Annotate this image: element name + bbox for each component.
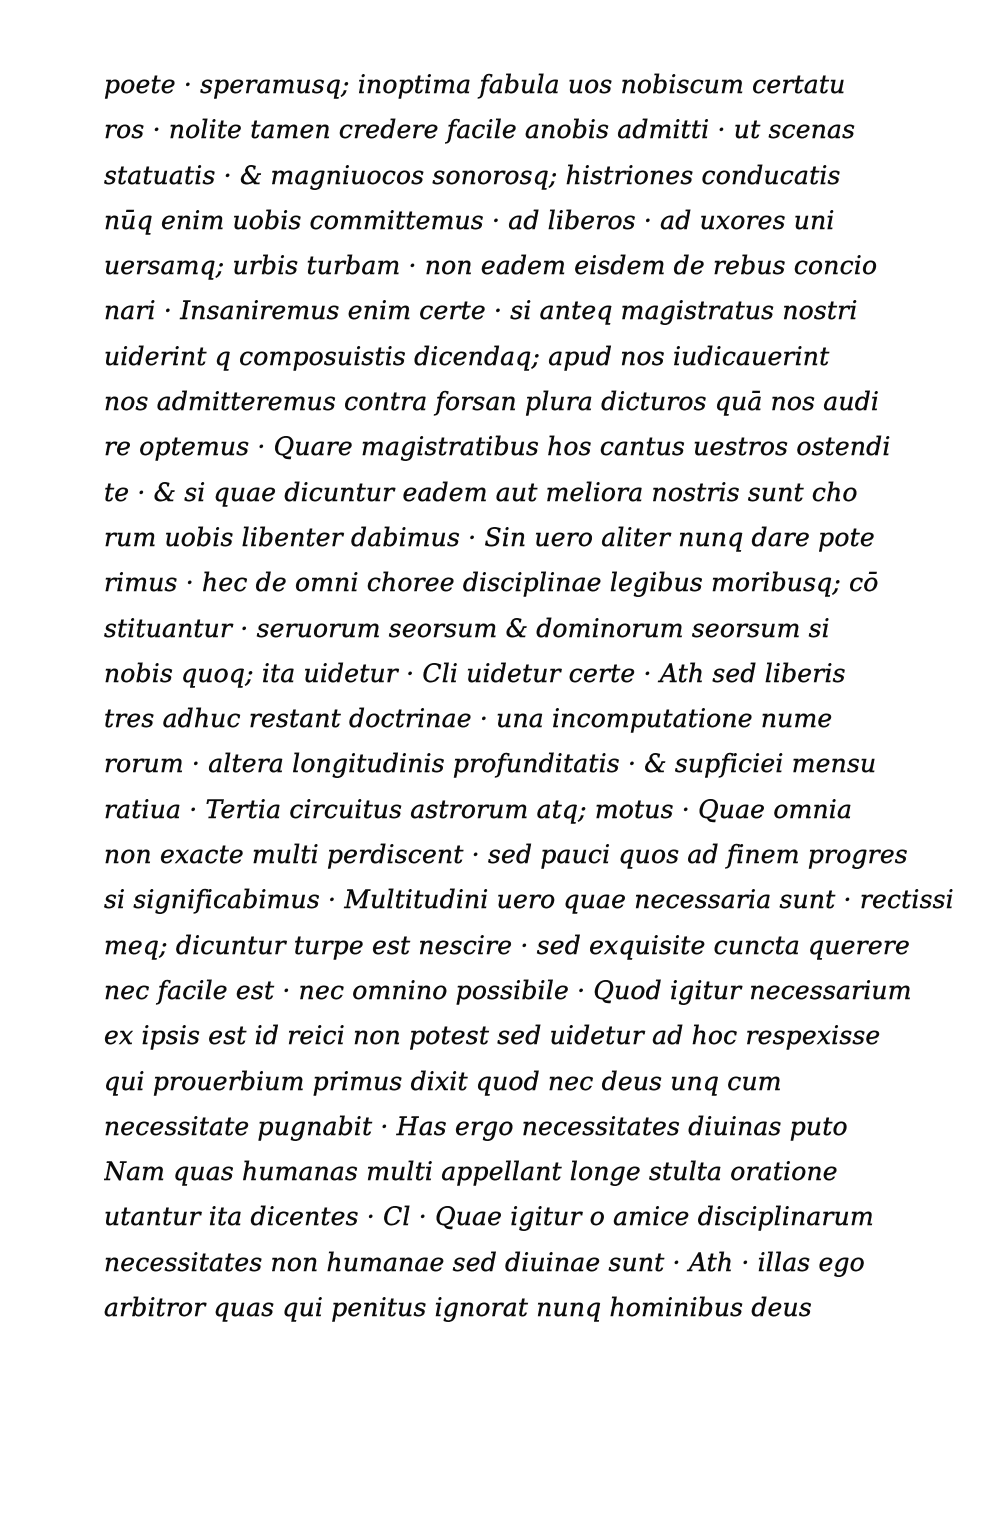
manuscript-line: nūq enim uobis committemus · ad liberos · ad uxores uni — [104, 205, 835, 235]
manuscript-line: nari · Insaniremus enim certe · si anteq magistratus nostri — [104, 296, 858, 326]
manuscript-line: nos admitteremus contra forsan plura dicturos quā nos audi — [104, 387, 880, 417]
manuscript-line: ex ipsis est id reici non potest sed uidetur ad hoc respexisse — [104, 1021, 881, 1051]
manuscript-line: nec facile est · nec omnino possibile · Quod igitur necessarium — [104, 975, 912, 1005]
manuscript-line: tres adhuc restant doctrinae · una incomputatione nume — [104, 704, 833, 734]
manuscript-line: stituantur · seruorum seorsum & dominorum seorsum si — [104, 613, 830, 643]
manuscript-line: necessitate pugnabit · Has ergo necessitates diuinas puto — [104, 1111, 848, 1141]
manuscript-line: statuatis · & magniuocos sonorosq; histriones conducatis — [104, 160, 841, 190]
manuscript-line: ratiua · Tertia circuitus astrorum atq; motus · Quae omnia — [104, 794, 853, 824]
manuscript-line: utantur ita dicentes · Cl · Quae igitur o amice disciplinarum — [104, 1202, 874, 1232]
manuscript-line: meq; dicuntur turpe est nescire · sed exquisite cuncta querere — [104, 930, 910, 960]
manuscript-line: rum uobis libenter dabimus · Sin uero aliter nunq dare pote — [104, 522, 875, 552]
manuscript-line: uiderint q composuistis dicendaq; apud nos iudicauerint — [104, 341, 830, 371]
manuscript-line: poete · speramusq; inoptima fabula uos nobiscum certatu — [104, 70, 846, 99]
manuscript-line: rorum · altera longitudinis profunditatis · & supficiei mensu — [104, 749, 877, 779]
manuscript-line: uersamq; urbis turbam · non eadem eisdem de rebus concio — [104, 251, 878, 281]
manuscript-line: necessitates non humanae sed diuinae sunt · Ath · illas ego — [104, 1247, 865, 1277]
manuscript-line: Nam quas humanas multi appellant longe stulta oratione — [104, 1157, 838, 1187]
manuscript-line: si significabimus · Multitudini uero quae necessaria sunt · rectissi — [104, 885, 954, 915]
manuscript-line: qui prouerbium primus dixit quod nec deus unq cum — [104, 1066, 782, 1096]
manuscript-line: non exacte multi perdiscent · sed pauci quos ad finem progres — [104, 840, 908, 870]
manuscript-line: re optemus · Quare magistratibus hos cantus uestros ostendi — [104, 432, 891, 462]
manuscript-line: te · & si quae dicuntur eadem aut meliora nostris sunt cho — [104, 477, 858, 507]
manuscript-line: rimus · hec de omni choree disciplinae legibus moribusq; cō — [104, 568, 879, 598]
manuscript-line: ros · nolite tamen credere facile anobis admitti · ut scenas — [104, 115, 856, 145]
manuscript-line: arbitror quas qui penitus ignorat nunq hominibus deus — [104, 1293, 812, 1323]
manuscript-text-block — [104, 62, 964, 1330]
manuscript-line: nobis quoq; ita uidetur · Cli uidetur certe · Ath sed liberis — [104, 658, 846, 688]
